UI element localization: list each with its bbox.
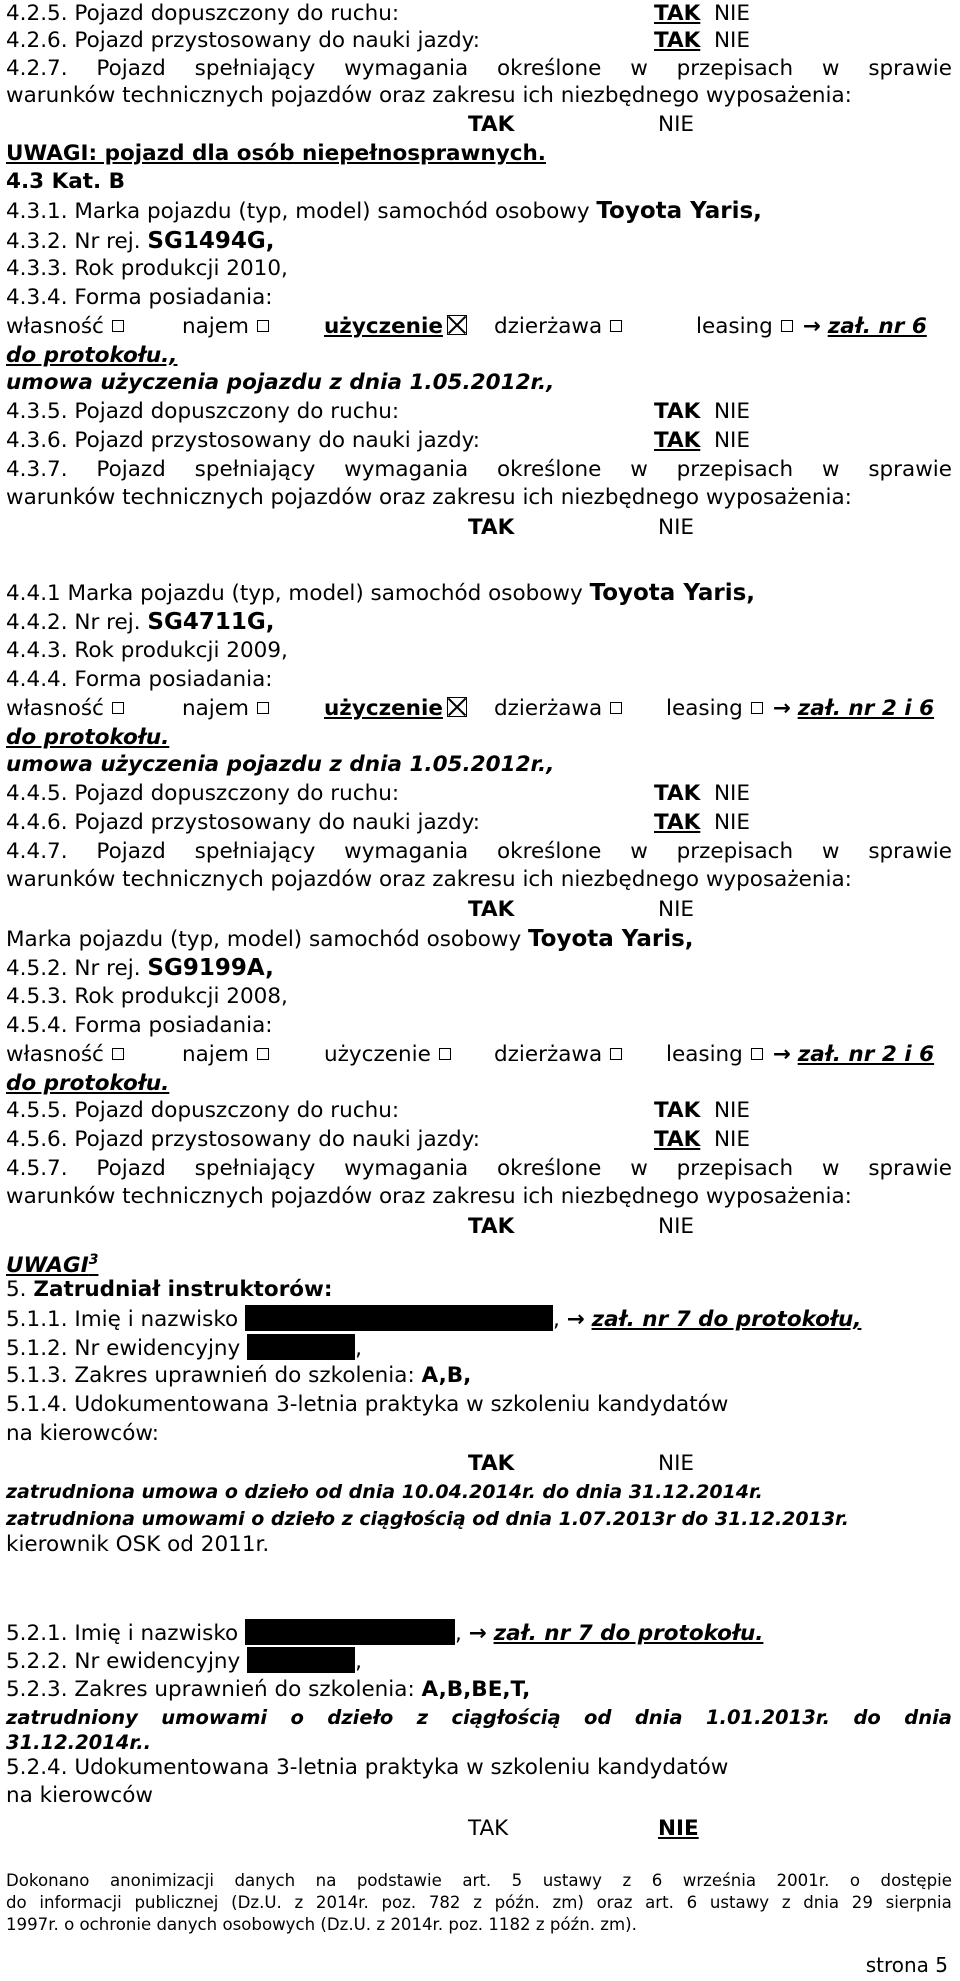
checkbox-icon [751,1048,763,1060]
section-5-heading: 5. Zatrudniał instruktorów: [6,1277,333,1302]
instructor-2-id: 5.2.2. Nr ewidencyjny , [6,1649,362,1674]
instructor-2-practice-2: na kierowców [6,1783,153,1808]
checked-box-icon [447,315,467,335]
adapted-line: 4.5.6. Pojazd przystosowany do nauki jazdy: TAK NIE [6,1127,750,1152]
requirements-line: 4.2.7. Pojazd spełniający wymagania określone w przepisach w sprawie [6,56,952,81]
instructor-2-practice: 5.2.4. Udokumentowana 3-letnia praktyka w szkoleniu kandydatów [6,1755,729,1780]
employment-note: kierownik OSK od 2011r. [6,1532,270,1557]
checkbox-icon [610,320,622,332]
remarks-heading: UWAGI$^3$ [6,1252,99,1279]
redaction-bar [247,1647,355,1673]
redaction-bar [245,1619,455,1645]
checkbox-icon [257,702,269,714]
checkbox-icon [781,320,793,332]
redaction-bar [247,1334,355,1360]
instructor-1-practice: 5.1.4. Udokumentowana 3-letnia praktyka w szkoleniu kandydatów [6,1392,729,1417]
brand-line: 4.3.1. Marka pojazdu (typ, model) samochód osobowy Toyota Yaris, [6,198,762,224]
allowed-line: 4.3.5. Pojazd dopuszczony do ruchu: TAK NIE [6,399,750,424]
employment-note-2: 31.12.2014r.. [6,1731,152,1754]
checkbox-icon [257,320,269,332]
loan-contract: umowa użyczenia pojazdu z dnia 1.05.2012r., [6,370,555,395]
checkbox-icon [751,702,763,714]
allowed-line: 4.5.5. Pojazd dopuszczony do ruchu: TAK NIE [6,1098,750,1123]
requirements-line: 4.4.7. Pojazd spełniający wymagania określone w przepisach w sprawie [6,839,952,864]
page-number: strona 5 [865,1953,948,1977]
to-protocol: do protokołu. [6,1071,170,1096]
anonymization-note-2: do informacji publicznej (Dz.U. z 2014r. poz. 782 z późn. zm) oraz art. 6 ustawy z dnia 29 sierpnia [6,1893,952,1912]
ownership-heading: 4.4.4. Forma posiadania: [6,667,273,692]
brand-line: Marka pojazdu (typ, model) samochód osobowy Toyota Yaris, [6,926,694,952]
arrow-right-icon: → [772,1042,791,1067]
arrow-right-icon: → [566,1307,585,1332]
adapted-line: 4.4.6. Pojazd przystosowany do nauki jazdy: TAK NIE [6,810,750,835]
arrow-right-icon: → [802,314,821,339]
requirements-line-2: warunków technicznych pojazdów oraz zakresu ich niezbędnego wyposażenia: [6,1184,852,1209]
adapted-line: 4.3.6. Pojazd przystosowany do nauki jazdy: TAK NIE [6,428,750,453]
registration-line: 4.5.2. Nr rej. SG9199A, [6,955,274,981]
instructor-2-scope: 5.2.3. Zakres uprawnień do szkolenia: A,B,BE,T, [6,1677,531,1702]
checkbox-icon [257,1048,269,1060]
checkbox-icon [112,320,124,332]
checkbox-icon [610,702,622,714]
loan-contract: umowa użyczenia pojazdu z dnia 1.05.2012r., [6,752,555,777]
brand-line: 4.4.1 Marka pojazdu (typ, model) samochód osobowy Toyota Yaris, [6,580,756,606]
requirements-line: 4.3.7. Pojazd spełniający wymagania określone w przepisach w sprawie [6,457,952,482]
ownership-heading: 4.3.4. Forma posiadania: [6,285,273,310]
anonymization-note: Dokonano anonimizacji danych na podstawie art. 5 ustawy z 6 września 2001r. o dostępie [6,1871,952,1890]
checkbox-icon [610,1048,622,1060]
checkbox-icon [439,1048,451,1060]
to-protocol: do protokołu. [6,725,170,750]
requirements-line-2: warunków technicznych pojazdów oraz zakresu ich niezbędnego wyposażenia: [6,83,852,108]
instructor-1-practice-2: na kierowców: [6,1421,160,1446]
year-line: 4.5.3. Rok produkcji 2008, [6,984,288,1009]
instructor-1-scope: 5.1.3. Zakres uprawnień do szkolenia: A,B, [6,1363,472,1388]
employment-note: zatrudniony umowami o dzieło z ciągłością od dnia 1.01.2013r. do dnia [6,1706,952,1729]
adapted-line: 4.2.6. Pojazd przystosowany do nauki jazdy: TAK NIE [6,28,750,53]
arrow-right-icon: → [468,1621,487,1646]
ownership-heading: 4.5.4. Forma posiadania: [6,1013,273,1038]
arrow-right-icon: → [772,696,791,721]
redaction-bar [245,1305,553,1331]
category-heading: 4.3 Kat. B [6,169,126,194]
instructor-2-name: 5.2.1. Imię i nazwisko , → zał. nr 7 do protokołu. [6,1621,764,1646]
checkbox-icon [112,702,124,714]
checked-box-icon [447,697,467,717]
instructor-1-name: 5.1.1. Imię i nazwisko , → zał. nr 7 do protokołu, [6,1307,862,1332]
employment-note: zatrudniona umowa o dzieło od dnia 10.04.2014r. do dnia 31.12.2014r. [6,1481,763,1503]
anonymization-note-3: 1997r. o ochronie danych osobowych (Dz.U. z 2014r. poz. 1182 z późn. zm). [6,1915,637,1934]
registration-line: 4.4.2. Nr rej. SG4711G, [6,609,275,635]
allowed-line: 4.4.5. Pojazd dopuszczony do ruchu: TAK NIE [6,781,750,806]
allowed-line: 4.2.5. Pojazd dopuszczony do ruchu: TAK NIE [6,1,750,26]
remark-disabled: UWAGI: pojazd dla osób niepełnosprawnych. [6,141,546,166]
checkbox-icon [112,1048,124,1060]
year-line: 4.4.3. Rok produkcji 2009, [6,638,288,663]
registration-line: 4.3.2. Nr rej. SG1494G, [6,228,275,254]
to-protocol: do protokołu., [6,343,178,368]
instructor-1-id: 5.1.2. Nr ewidencyjny , [6,1336,362,1361]
requirements-line-2: warunków technicznych pojazdów oraz zakresu ich niezbędnego wyposażenia: [6,867,852,892]
employment-note: zatrudniona umowami o dzieło z ciągłością od dnia 1.07.2013r do 31.12.2013r. [6,1508,849,1530]
requirements-line: 4.5.7. Pojazd spełniający wymagania określone w przepisach w sprawie [6,1156,952,1181]
requirements-line-2: warunków technicznych pojazdów oraz zakresu ich niezbędnego wyposażenia: [6,485,852,510]
year-line: 4.3.3. Rok produkcji 2010, [6,256,288,281]
